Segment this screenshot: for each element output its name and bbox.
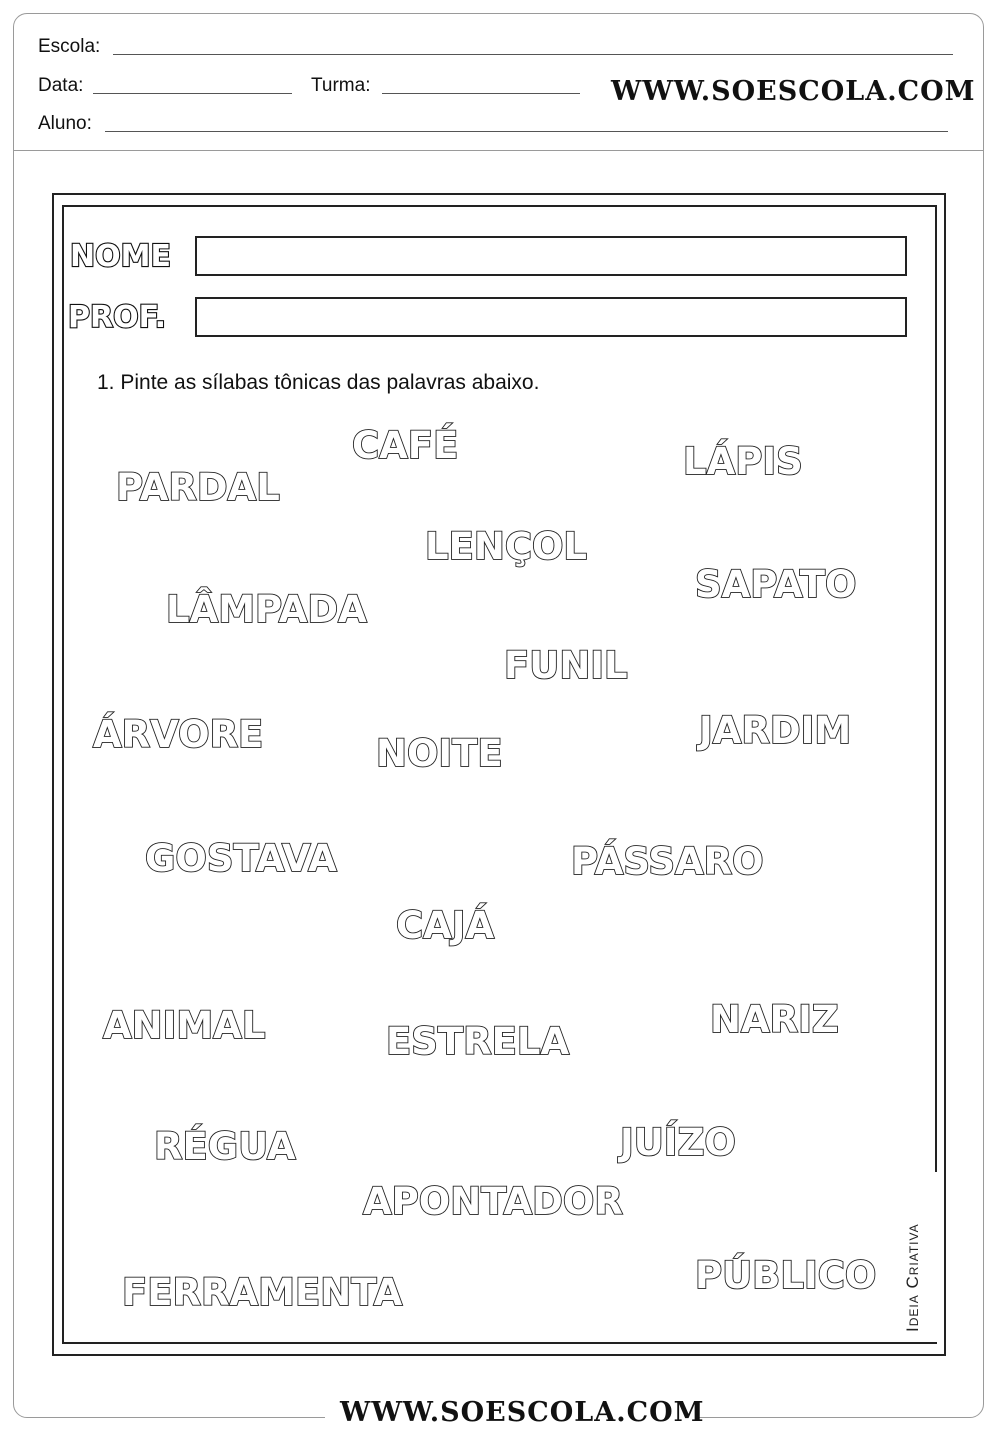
word-passaro[interactable]: PÁSSARO <box>571 840 764 883</box>
word-lencol[interactable]: LENÇOL <box>425 525 588 568</box>
word-arvore[interactable]: ÁRVORE <box>93 713 264 756</box>
word-gostava[interactable]: GOSTAVA <box>145 837 337 880</box>
prof-label: PROF. <box>68 300 167 335</box>
word-regua[interactable]: RÉGUA <box>154 1125 296 1168</box>
nome-label: NOME <box>70 239 171 274</box>
nome-input-box[interactable] <box>195 236 907 276</box>
word-estrela[interactable]: ESTRELA <box>386 1020 570 1063</box>
word-lapis[interactable]: LÁPIS <box>683 440 803 483</box>
word-jardim[interactable]: JARDIM <box>699 709 852 752</box>
escola-label: Escola: <box>38 36 101 57</box>
footer-website: WWW.SOESCOLA.COM <box>340 1397 705 1428</box>
word-animal[interactable]: ANIMAL <box>103 1004 266 1047</box>
word-pardal[interactable]: PARDAL <box>116 466 280 509</box>
aluno-line[interactable] <box>105 131 948 132</box>
word-juizo[interactable]: JUÍZO <box>620 1121 736 1164</box>
word-lampada[interactable]: LÂMPADA <box>166 588 367 631</box>
word-ferramenta[interactable]: FERRAMENTA <box>122 1271 403 1314</box>
word-apontador[interactable]: APONTADOR <box>363 1180 623 1223</box>
data-label: Data: <box>38 75 84 96</box>
credit-text: Ideia Criativa <box>903 1223 922 1332</box>
escola-line[interactable] <box>113 54 953 55</box>
header-website: WWW.SOESCOLA.COM <box>611 76 976 107</box>
word-caja[interactable]: CAJÁ <box>396 904 495 947</box>
prof-input-box[interactable] <box>195 297 907 337</box>
word-cafe[interactable]: CAFÉ <box>352 424 459 467</box>
word-funil[interactable]: FUNIL <box>504 644 628 687</box>
turma-line[interactable] <box>382 93 580 94</box>
aluno-label: Aluno: <box>38 113 92 134</box>
data-line[interactable] <box>93 93 292 94</box>
frame-gap <box>929 1172 941 1342</box>
instruction-text: 1. Pinte as sílabas tônicas das palavras abaixo. <box>97 371 540 394</box>
word-noite[interactable]: NOITE <box>376 732 503 775</box>
word-publico[interactable]: PÚBLICO <box>695 1254 877 1297</box>
word-sapato[interactable]: SAPATO <box>695 563 857 606</box>
word-nariz[interactable]: NARIZ <box>710 998 839 1041</box>
header-separator <box>13 150 984 151</box>
turma-label: Turma: <box>311 75 371 96</box>
